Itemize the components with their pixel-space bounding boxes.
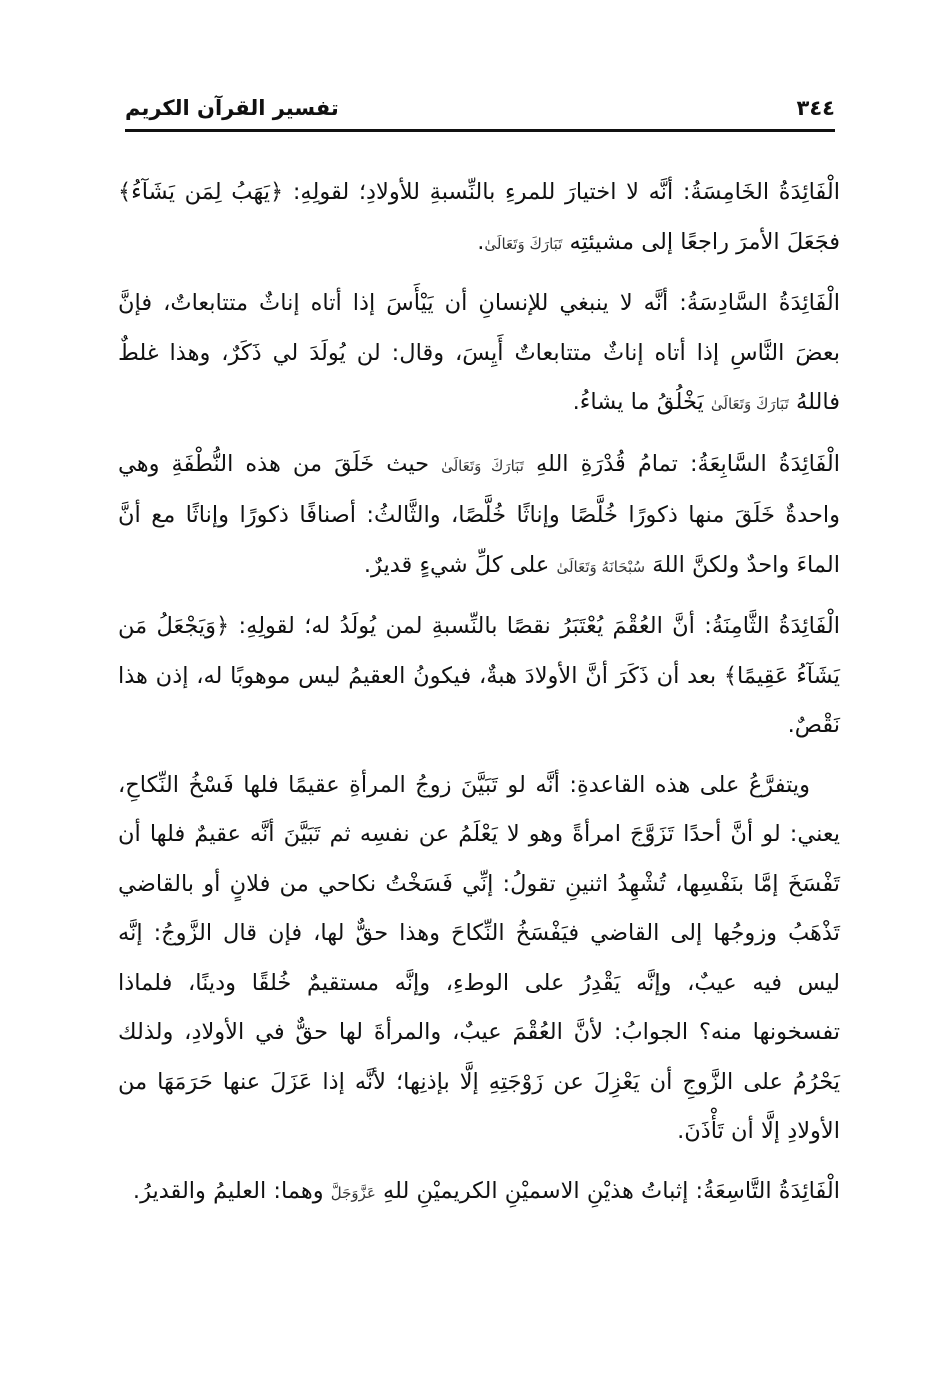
paragraph-text: على كلِّ شيءٍ قديرٌ. [363,551,557,578]
benefit-heading: الْفَائِدَةُ التَّاسِعَةُ: [695,1177,840,1204]
paragraph-text: ويتفرَّعُ على هذه القاعدةِ: أنَّه لو تَبَيَّنَ زوجُ المرأةِ عقيمًا فلها فَسْخُ النِّكاحِ، يعني: لو أنَّ أحدًا تَزَوَّجَ امرأةً وهو لا يَعْلَمُ عن نفسِه ثم تَبَيَّنَ أنَّه عقيمٌ فلها أن تَفْسَخَ إمَّا بنَفْسِها، تُشْهِدُ اثنينِ تقولُ: إنِّي فَسَخْتُ نكاحي من فلانٍ أو بالقاضي تَذْهَبُ وزوجُها إلى القاضي فيَفْسَخُ النِّكاحَ وهذا حقٌّ لها، فإن قال الزَّوجُ: إنَّه ليس فيه عيبٌ، وإنَّه يَقْدِرُ على الوطءِ، وإنَّه مستقيمٌ خُلقًا ودينًا، فلماذا تفسخونها منه؟ الجوابُ: لأنَّ العُقْمَ عيبٌ، والمرأةَ لها حقٌّ في الأولادِ، ولذلك يَحْرُمُ على الزَّوجِ أن يَعْزِلَ عن زَوْجَتِهِ إلَّا بإذنِها؛ لأنَّه إذا عَزَلَ عنها حَرَمَهَا من الأولادِ إلَّا أن تَأْذَنَ. [118,771,840,1144]
paragraph-text: وهما: العليمُ والقديرُ. [132,1177,331,1204]
benefit-heading: الْفَائِدَةُ السَّادِسَةُ: [679,290,840,316]
paragraph-text: . [477,228,485,255]
honorific-phrase: تَبَارَكَ وَتَعَالَىٰ [484,234,563,253]
honorific-phrase: تَبَارَكَ وَتَعَالَىٰ [710,395,789,413]
paragraph [118,168,840,269]
honorific-phrase: سُبْحَانَهُ وَتَعَالَىٰ [556,557,646,576]
paragraph-text: حيث خَلَقَ من هذه النُّطْفَةِ وهي واحدةٌ خَلَقَ منها ذكورًا خُلَّصًا وإناثًا خُلَّصًا، والثَّالثُ: أصنافًا ذكورًا وإناثًا مع أنَّ الماءَ واحدٌ ولكنَّ اللهَ [118,450,840,578]
paragraph-text: أنَّه لا ينبغي للإنسانِ أن يَيْأَسَ إذا أتاه إناثٌ متتابعاتٌ، فإنَّ بعضَ النَّاسِ إذا أتاه إناثٌ متتابعاتٌ أَيِسَ، وقال: لن يُولَدَ لي ذَكَرٌ، وهذا غلطٌ فاللهُ [118,290,840,415]
paragraph-text: أنَّه لا اختيارَ للمرءِ بالنِّسبةِ للأولادِ؛ لقولِهِ: [283,179,683,205]
quran-verse: ﴿يَهَبُ لِمَن يَشَآءُ﴾ [118,179,284,205]
paragraph [118,602,840,751]
page-header [125,92,835,132]
page-number: ٣٤٤ [796,96,835,120]
quran-verse: ﴿وَيَجْعَلُ مَن يَشَآءُ عَقِيمًا﴾ [118,613,840,689]
paragraph-text: إثباتُ هذيْنِ الاسميْنِ الكريميْنِ للهِ [375,1177,696,1204]
paragraph-text: تمامُ قُدْرَةِ اللهِ [523,450,690,477]
honorific-phrase: عَزَّوَجَلَّ [330,1183,376,1202]
paragraph [118,1167,840,1219]
header-divider [125,129,835,132]
benefit-heading: الْفَائِدَةُ الخَامِسَةُ: [682,179,840,205]
paragraph [118,279,840,430]
paragraph-text: يَخْلُقُ ما يشاءُ. [572,389,711,415]
paragraph-text: بعد أن ذَكَرَ أنَّ الأولادَ هبةٌ، فيكونُ العقيمُ ليس موهوبًا له، إذن هذا نَقْصٌ. [118,662,840,738]
body-text [118,168,840,1228]
book-title: تفسير القرآن الكريم [125,96,339,120]
paragraph-text: فجَعَلَ الأمرَ راجعًا إلى مشيئتِه [562,228,840,255]
benefit-heading: الْفَائِدَةُ الثَّامِنَةُ: [704,613,841,639]
paragraph [118,761,840,1157]
paragraph [118,440,840,593]
honorific-phrase: تَبَارَكَ وَتَعَالَىٰ [441,456,524,475]
benefit-heading: الْفَائِدَةُ السَّابِعَةُ: [689,450,840,477]
paragraph-text: أنَّ العُقْمَ يُعْتَبَرُ نقصًا بالنِّسبةِ لمن يُولَدُ له؛ لقولِهِ: [229,613,705,639]
